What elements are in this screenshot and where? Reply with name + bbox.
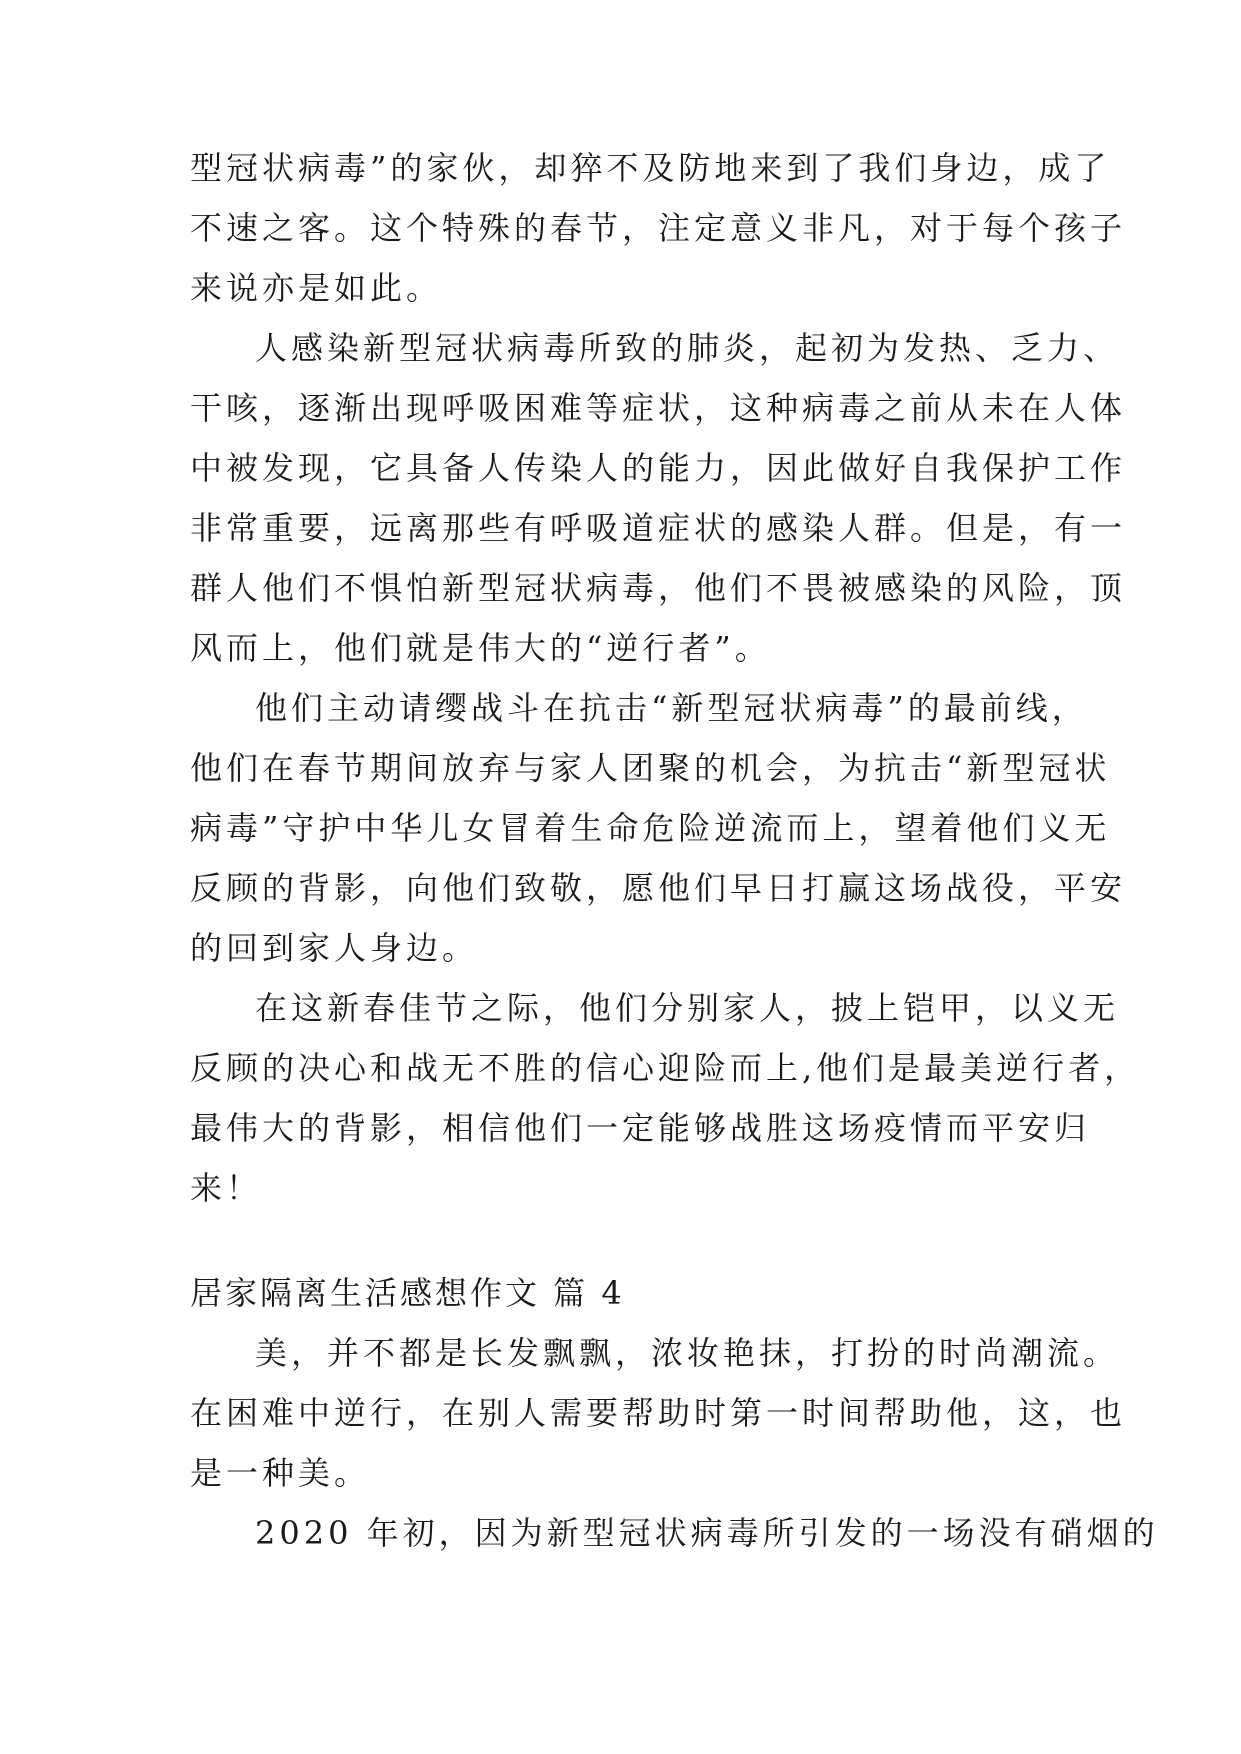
paragraph-start-line: 他们主动请缨战斗在抗击“新型冠状病毒”的最前线， (255, 689, 1088, 727)
text-line: 非常重要，远离那些有呼吸道症状的感染人群。但是，有一 (190, 509, 1127, 547)
paragraph-start-line: 在这新春佳节之际，他们分别家人，披上铠甲，以义无 (255, 989, 1120, 1027)
text-line: 病毒”守护中华儿女冒着生命危险逆流而上，望着他们义无 (190, 809, 1111, 847)
text-line: 来说亦是如此。 (190, 269, 443, 307)
text-line: 干咳，逐渐出现呼吸困难等症状，这种病毒之前从未在人体 (190, 389, 1127, 427)
text-line: 群人他们不惧怕新型冠状病毒，他们不畏被感染的风险，顶 (190, 569, 1127, 607)
text-line: 反顾的背影，向他们致敬，愿他们早日打赢这场战役，平安 (190, 869, 1127, 907)
section-heading: 居家隔离生活感想作文 篇 4 (190, 1274, 625, 1312)
paragraph-start-line: 2020 年初，因为新型冠状病毒所引发的一场没有硝烟的 (255, 1514, 1159, 1552)
text-line: 中被发现，它具备人传染人的能力，因此做好自我保护工作 (190, 449, 1127, 487)
text-line: 的回到家人身边。 (190, 929, 479, 967)
text-line: 不速之客。这个特殊的春节，注定意义非凡，对于每个孩子 (190, 209, 1127, 247)
text-line: 型冠状病毒”的家伙，却猝不及防地来到了我们身边，成了 (190, 149, 1111, 187)
paragraph-start-line: 人感染新型冠状病毒所致的肺炎，起初为发热、乏力、 (255, 329, 1120, 367)
text-line: 在困难中逆行，在别人需要帮助时第一时间帮助他，这，也 (190, 1394, 1127, 1432)
text-line: 来！ (190, 1169, 263, 1207)
text-line: 是一种美。 (190, 1454, 371, 1492)
paragraph-start-line: 美，并不都是长发飘飘，浓妆艳抹，打扮的时尚潮流。 (255, 1334, 1120, 1372)
text-line: 他们在春节期间放弃与家人团聚的机会，为抗击“新型冠状 (190, 749, 1111, 787)
text-line: 最伟大的背影，相信他们一定能够战胜这场疫情而平安归 (190, 1109, 1091, 1147)
text-line: 风而上，他们就是伟大的“逆行者”。 (190, 629, 771, 667)
text-line: 反顾的决心和战无不胜的信心迎险而上,他们是最美逆行者， (190, 1049, 1141, 1087)
